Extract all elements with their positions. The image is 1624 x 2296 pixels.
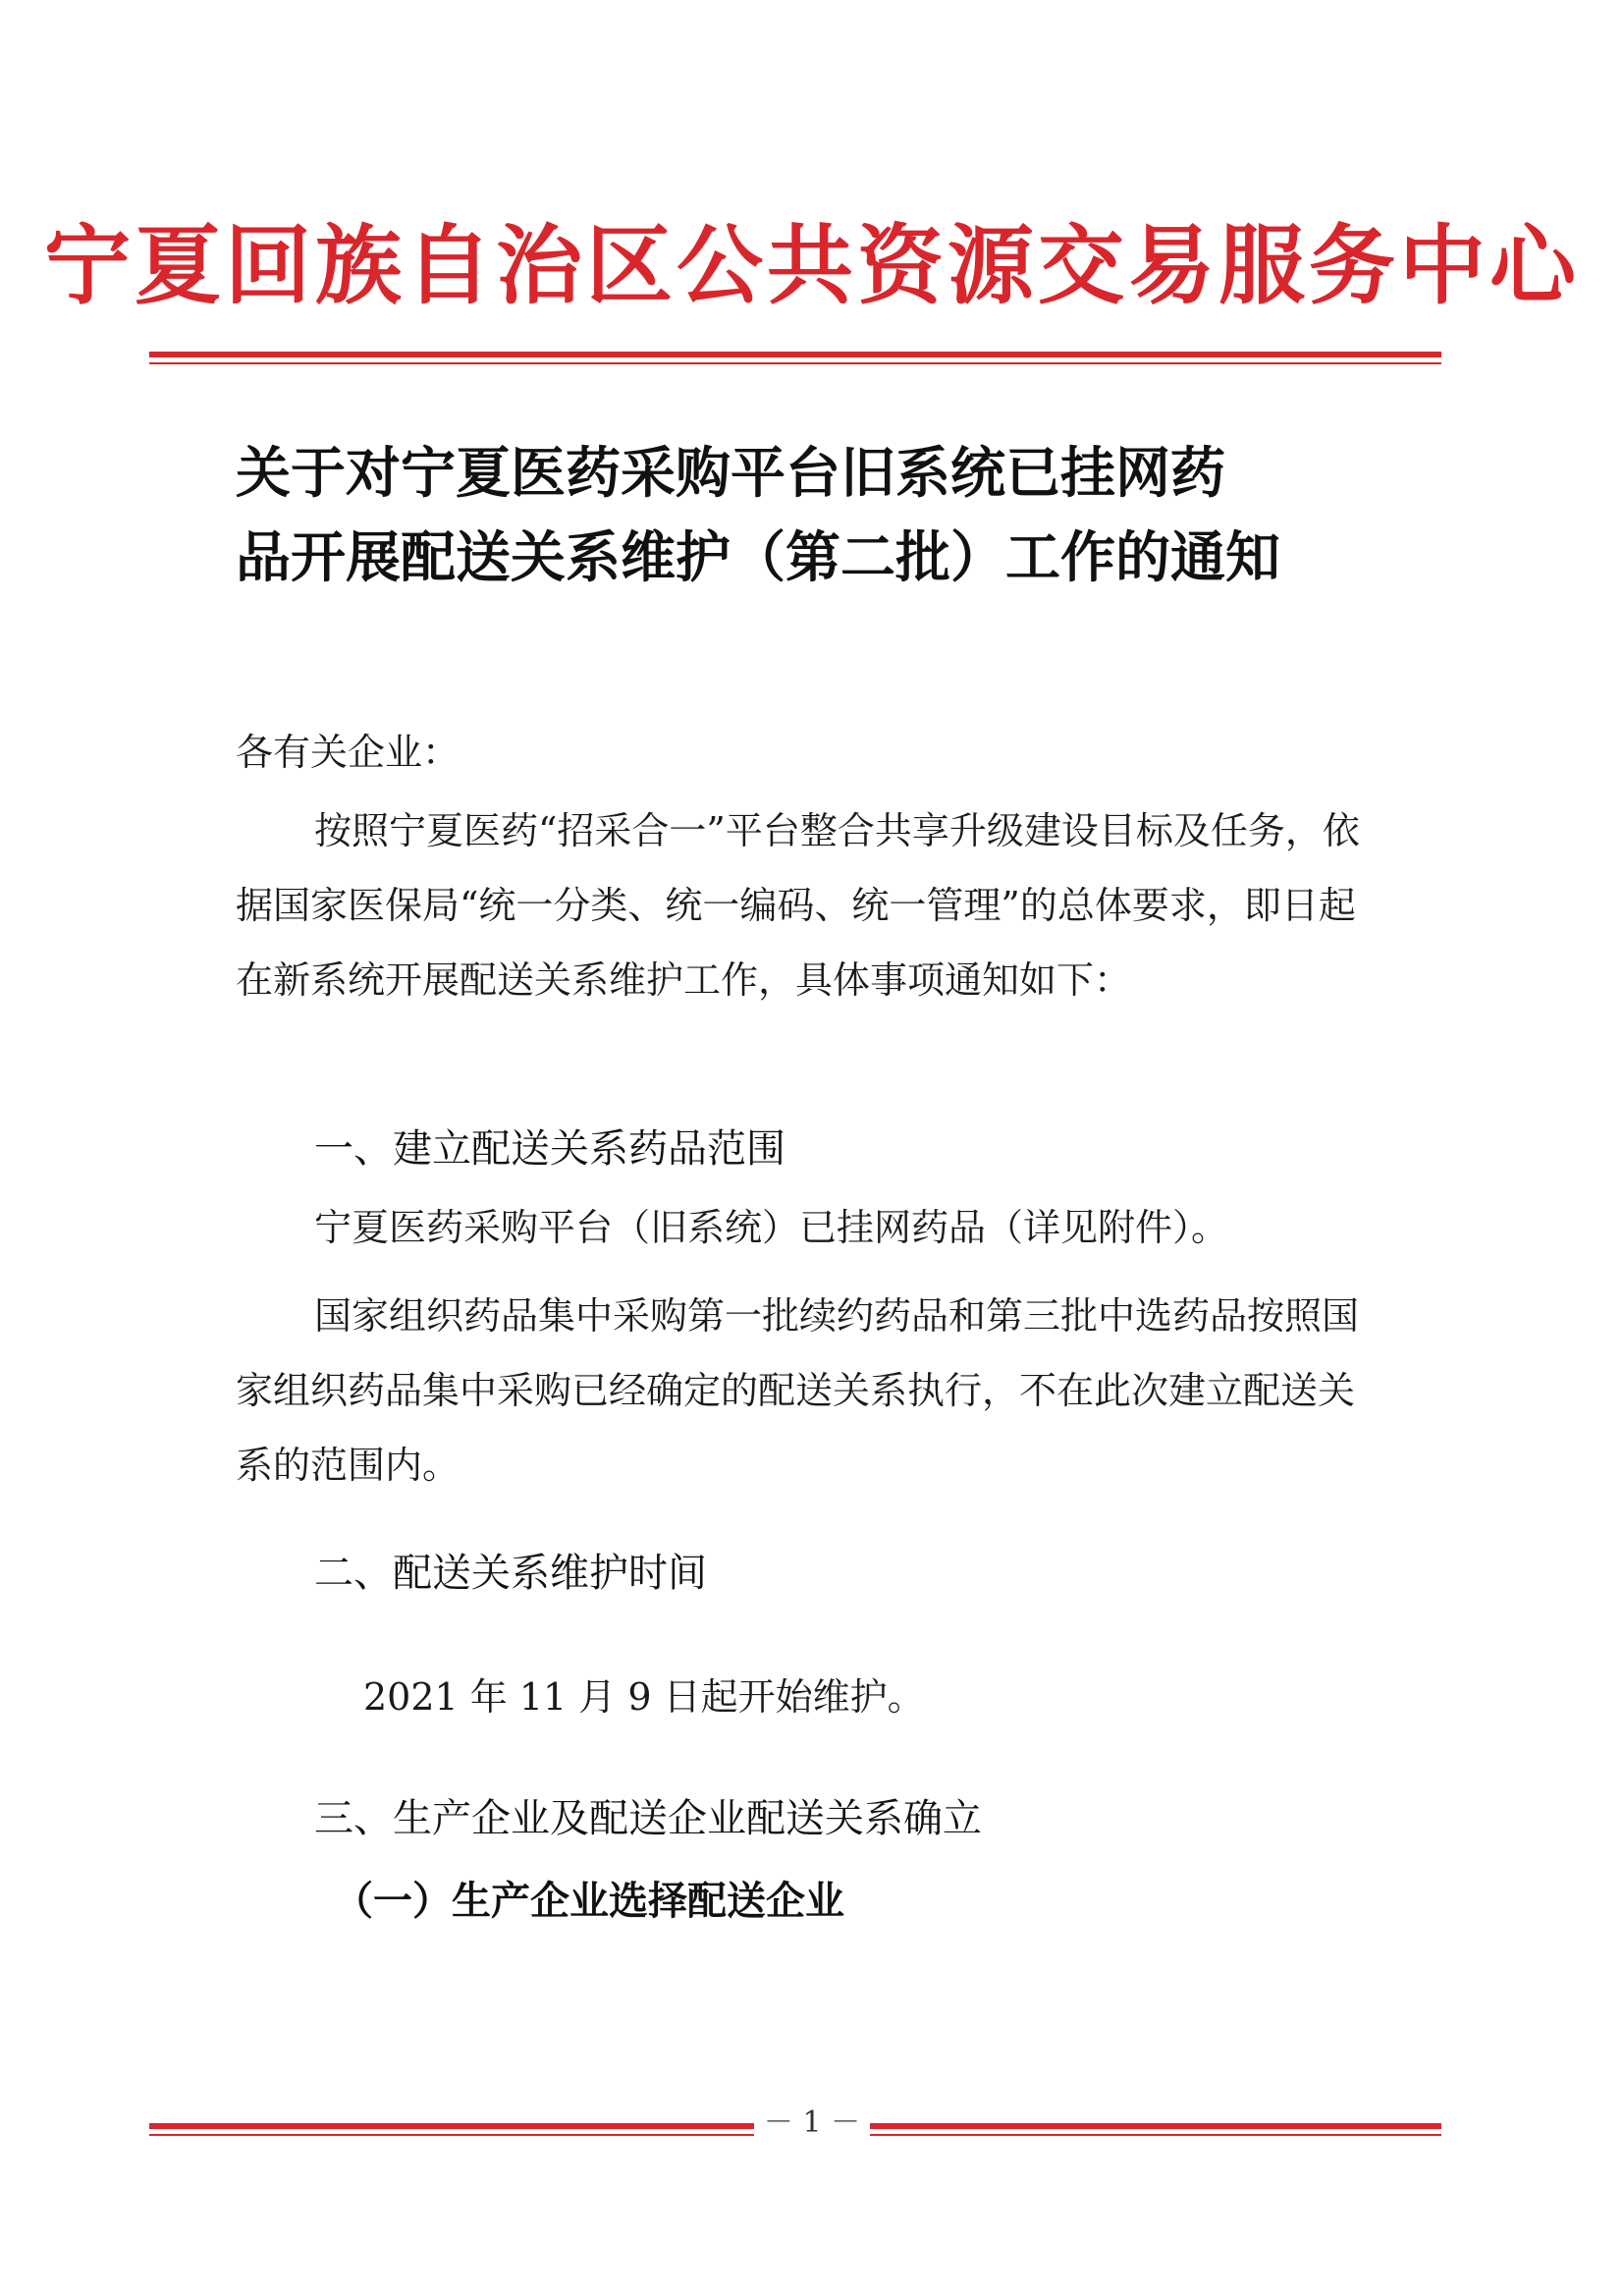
header-red-rule: [149, 352, 1441, 364]
section-1-paragraph-2: 国家组织药品集中采购第一批续约药品和第三批中选药品按照国家组织药品集中采购已经确定的配送关系执行，不在此次建立配送关系的范围内。: [236, 1294, 1360, 1487]
section-3-heading: 三、生产企业及配送企业配送关系确立: [314, 1796, 982, 1841]
section-2-paragraph-1: 2021 年 11 月 9 日起开始维护。: [363, 1675, 925, 1719]
title-line-1: 关于对宁夏医药采购平台旧系统已挂网药: [236, 442, 1225, 506]
organization-header: 宁夏回族自治区公共资源交易服务中心: [43, 214, 1580, 316]
page-number-text: － 1 －: [754, 2105, 870, 2140]
page-number: [0, 2104, 1624, 2143]
section-1-heading: 一、建立配送关系药品范围: [314, 1126, 785, 1172]
section-2-heading: 二、配送关系维护时间: [314, 1551, 707, 1596]
document-title: [236, 432, 1365, 601]
title-line-2: 品开展配送关系维护（第二批）工作的通知: [236, 526, 1280, 590]
intro-paragraph: 按照宁夏医药“招采合一”平台整合共享升级建设目标及任务，依据国家医保局“统一分类、统一编码、统一管理”的总体要求，即日起在新系统开展配送关系维护工作，具体事项通知如下：: [236, 809, 1360, 1002]
salutation: 各有关企业：: [236, 731, 460, 774]
section-1-paragraph-1: 宁夏医药采购平台（旧系统）已挂网药品（详见附件）。: [314, 1206, 1229, 1249]
section-3-subheading-1: （一）生产企业选择配送企业: [334, 1878, 844, 1924]
